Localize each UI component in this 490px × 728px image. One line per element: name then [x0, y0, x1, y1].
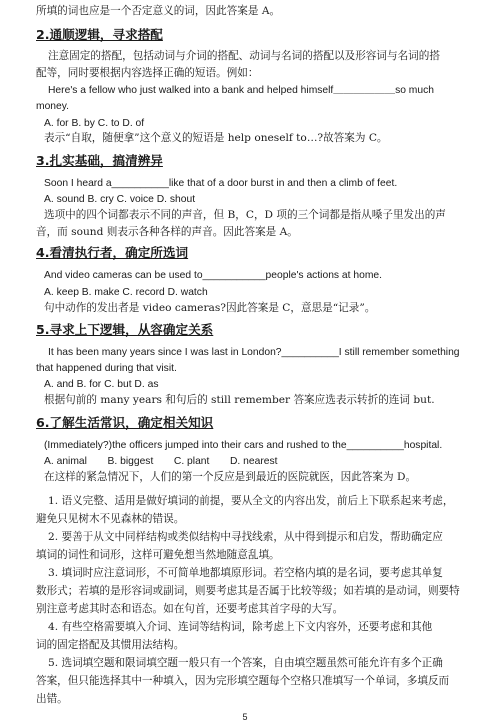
- section-3-explanation: 选项中的四个词都表示不同的声音，但 B，C，D 项的三个词都是指从嗓子里发出的声: [44, 209, 446, 221]
- section-2-paragraph: 注意固定的搭配，包括动词与介词的搭配、动词与名词的搭配以及形容词与名词的搭: [48, 50, 440, 62]
- tip-line: 别注意考虑其时态和语态。如在句首，还要考虑其首字母的大写。: [36, 603, 344, 615]
- section-2-explanation: 表示“自取，随便拿”这个意义的短语是 help oneself to…?故答案为 C。: [44, 132, 388, 144]
- section-6-example: (Immediately?)the officers jumped into their cars and rushed to the__________hospital.: [44, 440, 443, 451]
- tip-line: 答案，但只能选择其中一种填入，因为完形填空题每个空格只准填写一个单词，多填反而: [36, 675, 450, 687]
- tip-line: 1. 语义完整、适用是做好填词的前提，要从全文的内容出发，前后上下联系起来考虑，: [48, 495, 454, 507]
- section-3-options: A. sound B. cry C. voice D. shout: [44, 194, 196, 205]
- tip-line: 4. 有些空格需要填入介词、连词等结构词，除考虑上下文内容外，还要考虑和其他: [48, 621, 433, 633]
- section-5-explanation: 根据句前的 many years 和句后的 still remember 答案应选表示转折的连词 but.: [44, 394, 435, 406]
- section-4-example: And video cameras can be used to___________people's actions at home.: [44, 270, 382, 281]
- tip-line: 出错。: [36, 693, 68, 705]
- tip-line: 3. 填词时应注意词形，不可简单地都填原形词。若空格内填的是名词，要考虑其单复: [48, 567, 443, 579]
- intro-line: 所填的词也应是一个否定意义的词，因此答案是 A。: [36, 5, 281, 17]
- section-4-explanation: 句中动作的发出者是 video cameras?因此答案是 C，意思是“记录”。: [44, 302, 376, 314]
- section-4-heading: 4.看清执行者，确定所选词: [36, 245, 189, 260]
- section-5-example-cont: that happened during that visit.: [36, 363, 177, 374]
- section-5-options: A. and B. for C. but D. as: [44, 379, 159, 390]
- section-2-heading: 2.通顺逻辑，寻求搭配: [36, 27, 163, 42]
- section-5-example: It has been many years since I was last in London?__________I still remember something: [48, 347, 460, 358]
- section-2-paragraph-cont: 配等，同时要根据内容选择正确的短语。例如：: [36, 67, 259, 79]
- section-3-example: Soon I heard a__________like that of a door burst in and then a climb of feet.: [44, 178, 398, 189]
- section-4-options: A. keep B. make C. record D. watch: [44, 287, 208, 298]
- page-number: 5: [242, 712, 248, 722]
- tip-line: 5. 选词填空题和限词填空题一般只有一个答案，自由填空题虽然可能允许有多个正确: [48, 657, 443, 669]
- tip-line: 避免只见树木不见森林的错误。: [36, 513, 185, 525]
- section-6-explanation: 在这样的紧急情况下，人们的第一个反应是到最近的医院就医，因此答案为 D。: [44, 471, 417, 483]
- tip-line: 2. 要善于从文中同样结构或类似结构中寻找线索，从中得到提示和启发，帮助确定应: [48, 531, 443, 543]
- section-5-heading: 5.寻求上下逻辑，从容确定关系: [36, 322, 214, 337]
- tip-line: 数形式；若填的是形容词或副词，则要考虑其是否属于比较等级；如若填的是动词，则要特: [36, 585, 460, 597]
- section-6-options: A. animal B. biggest C. plant D. nearest: [44, 456, 278, 467]
- section-6-heading: 6.了解生活常识，确定相关知识: [36, 415, 214, 430]
- section-2-example-cont: money.: [36, 101, 70, 112]
- section-2-example: Here's a fellow who just walked into a bank and helped himself＿＿＿＿＿＿so much: [48, 85, 434, 96]
- section-3-heading: 3.扎实基础，搞清辨异: [36, 153, 163, 168]
- section-2-options: A. for B. by C. to D. of: [44, 118, 145, 129]
- section-3-explanation-cont: 音，而 sound 则表示各种各样的声音。因此答案是 A。: [36, 226, 298, 238]
- tip-line: 词的固定搭配及其惯用法结构。: [36, 639, 185, 651]
- tip-line: 填词的词性和词形，这样可避免想当然地随意乱填。: [36, 549, 280, 561]
